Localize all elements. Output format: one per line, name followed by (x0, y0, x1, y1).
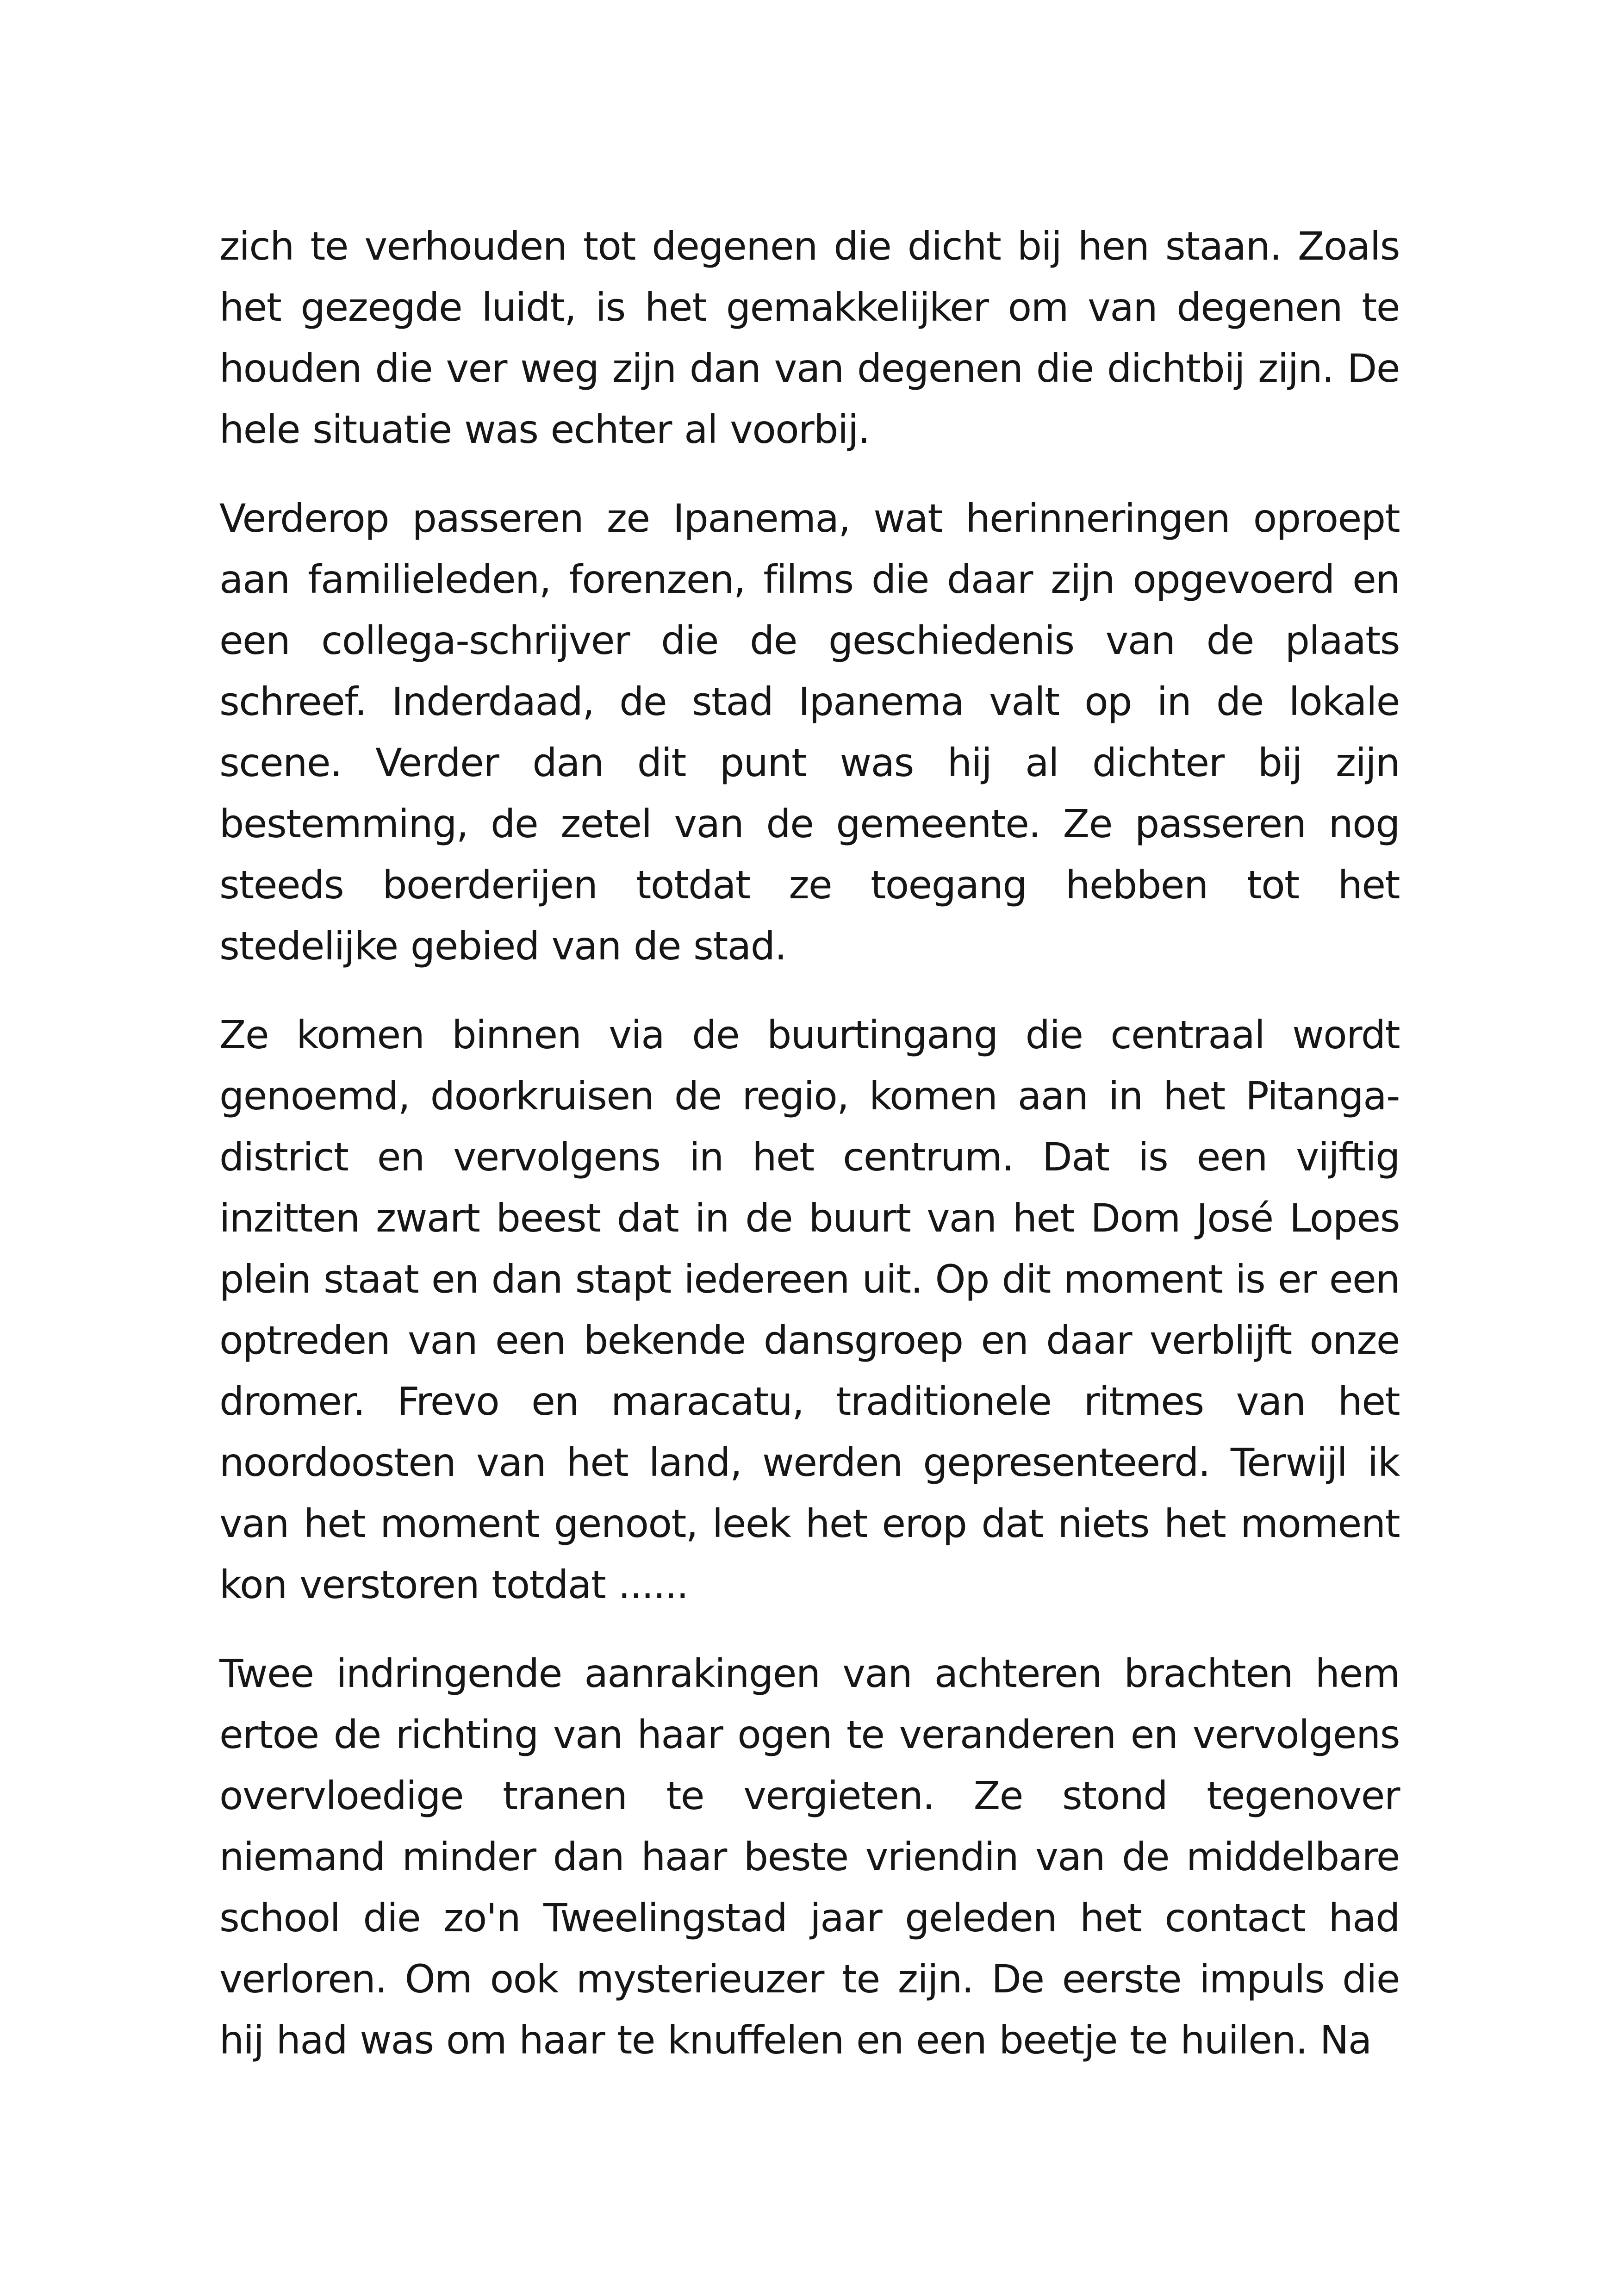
paragraph-1: zich te verhouden tot degenen die dicht bij hen staan. Zoals het gezegde luidt, is het gemakkelijker om van degenen te houden die ver weg zijn dan van degenen die dichtbij zijn. De hele situatie was echter al voorbij. (219, 224, 1400, 452)
paragraph-2: Verderop passeren ze Ipanema, wat herinneringen oproept aan familieleden, forenzen, films die daar zijn opgevoerd en een collega-schrijver die de geschiedenis van de plaats schreef. Inderdaad, de stad Ipanema valt op in de lokale scene. Verder dan dit punt was hij al dichter bij zijn bestemming, de zetel van de gemeente. Ze passeren nog steeds boerderijen totdat ze toegang hebben tot het stedelijke gebied van de stad. (219, 496, 1400, 969)
paragraph-4: Twee indringende aanrakingen van achteren brachten hem ertoe de richting van haar ogen te veranderen en vervolgens overvloedige tranen te vergieten. Ze stond tegenover niemand minder dan haar beste vriendin van de middelbare school die zo'n Tweelingstad jaar geleden het contact had verloren. Om ook mysterieuzer te zijn. De eerste impuls die hij had was om haar te knuffelen en een beetje te huilen. Na (219, 1651, 1400, 2063)
paragraph-3: Ze komen binnen via de buurtingang die centraal wordt genoemd, doorkruisen de regio, komen aan in het Pitanga-district en vervolgens in het centrum. Dat is een vijftig inzitten zwart beest dat in de buurt van het Dom José Lopes plein staat en dan stapt iedereen uit. Op dit moment is er een optreden van een bekende dansgroep en daar verblijft onze dromer. Frevo en maracatu, traditionele ritmes van het noordoosten van het land, werden gepresenteerd. Terwijl ik van het moment genoot, leek het erop dat niets het moment kon verstoren totdat ...... (219, 1012, 1400, 1607)
body-text (219, 216, 1400, 2071)
